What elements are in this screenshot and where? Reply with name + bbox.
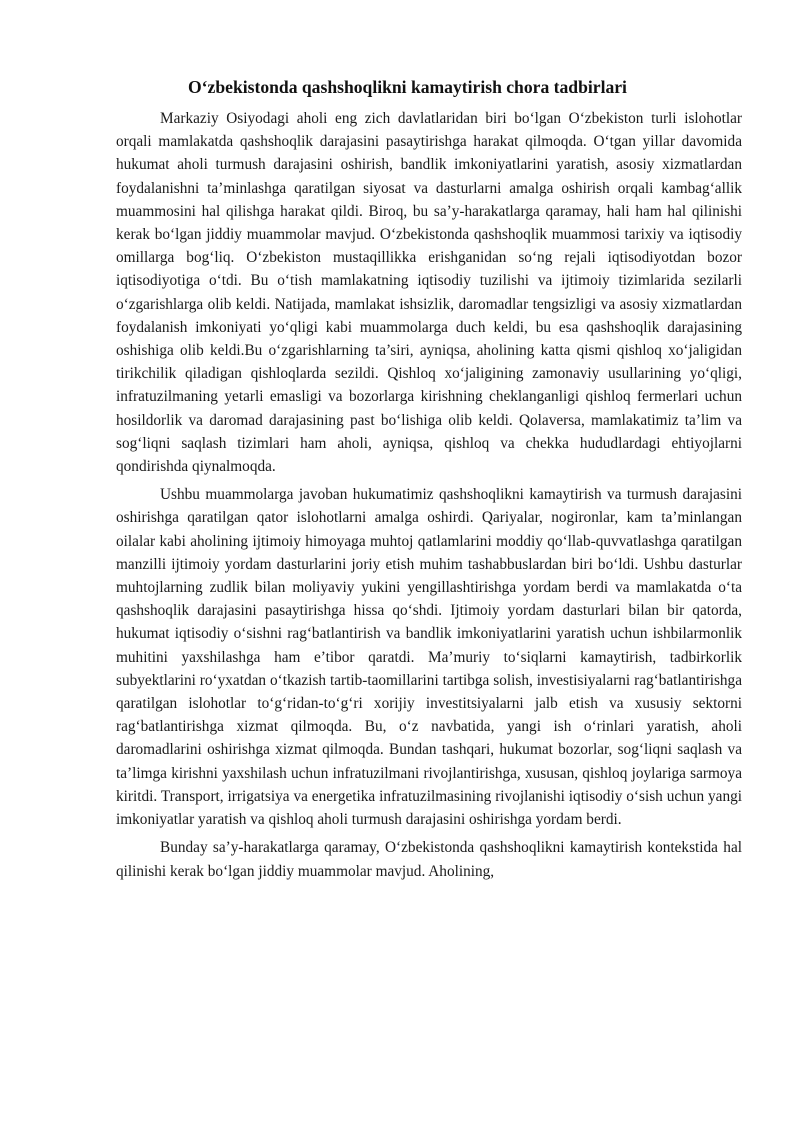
paragraph-3: Bunday sa’y-harakatlarga qaramay, O‘zbekistonda qashshoqlikni kamaytirish kontekstida hal qilinishi kerak bo‘lgan jiddiy muammolar mavjud. Aholining, [116,839,742,880]
paragraph-1: Markaziy Osiyodagi aholi eng zich davlatlaridan biri bo‘lgan O‘zbekiston turli islohotlar orqali mamlakatda qashshoqlik darajasini pasaytirishga harakat qilmoqda. O‘tgan yillar davomida hukumat aholi turmush darajasini oshirish, bandlik imkoniyatlarini yaratish, asosiy xizmatlardan foydalanishni ta’minlashga qaratilgan siyosat va dasturlarni amalga oshirish orqali kambag‘allik muammosini hal qilishga harakat qildi. Biroq, bu sa’y-harakatlarga qaramay, hali ham hal qilinishi kerak bo‘lgan jiddiy muammolar mavjud. O‘zbekistonda qashshoqlik muammosi tarixiy va iqtisodiy omillarga bog‘liq. O‘zbekiston mustaqillikka erishganidan so‘ng rejali iqtisodiyotdan bozor iqtisodiyotiga o‘tdi. Bu o‘tish mamlakatning iqtisodiy tuzilishi va ijtimoiy tizimlarida sezilarli o‘zgarishlarga olib keldi. Natijada, mamlakat ishsizlik, daromadlar tengsizligi va asosiy xizmatlardan foydalanish imkoniyati yo‘qligi kabi muammolarga duch keldi, bu esa qashshoqlik darajasining oshishiga olib keldi.Bu o‘zgarishlarning ta’siri, ayniqsa, aholining katta qismi qishloq xo‘jaligidan tirikchilik qiladigan qishloqlarda sezildi. Qishloq xo‘jaligining zamonaviy usullarining yo‘qligi, infratuzilmaning yetarli emasligi va bozorlarga kirishning cheklanganligi qishloq fermerlari uchun hosildorlik va daromad darajasining past bo‘lishiga olib keldi. Qolaversa, mamlakatimiz ta’lim va sog‘liqni saqlash tizimlari ham aholi, ayniqsa, qishloq va chekka hududlardagi ehtiyojlarni qondirishda qiynalmoqda. [116,110,742,476]
paragraph-2: Ushbu muammolarga javoban hukumatimiz qashshoqlikni kamaytirish va turmush darajasini oshirishga qaratilgan qator islohotlarni amalga oshirdi. Qariyalar, nogironlar, kam ta’minlangan oilalar kabi aholining ijtimoiy himoyaga muhtoj qatlamlarini moddiy qo‘llab-quvvatlashga qaratilgan manzilli ijtimoiy yordam dasturlarini joriy etish muhim tashabbuslardan biri bo‘ldi. Ushbu dasturlar muhtojlarning zudlik bilan moliyaviy yukini yengillashtirishga yordam berdi va mamlakatda o‘ta qashshoqlik darajasini pasaytirishga hissa qo‘shdi. Ijtimoiy yordam dasturlari bilan bir qatorda, hukumat iqtisodiy o‘sishni rag‘batlantirish va bandlik imkoniyatlarini yaratish uchun ishbilarmonlik muhitini yaxshilashga ham e’tibor qaratdi. Ma’muriy to‘siqlarni kamaytirish, tadbirkorlik subyektlarini ro‘yxatdan o‘tkazish tartib-taomillarini tartibga solish, investisiyalarni rag‘batlantirishga qaratilgan islohotlar to‘g‘ridan-to‘g‘ri xorijiy investitsiyalarni jalb etish va xususiy sektorni rag‘batlantirishga xizmat qilmoqda. Bu, o‘z navbatida, yangi ish o‘rinlari yaratish, aholi daromadlarini oshirishga xizmat qilmoqda. Bundan tashqari, hukumat bozorlar, sog‘liqni saqlash va ta’limga kirishni yaxshilash uchun infratuzilmani rivojlantirishga, xususan, qishloq joylariga sarmoya kiritdi. Transport, irrigatsiya va energetika infratuzilmasining rivojlanishi iqtisodiy o‘sish uchun yangi imkoniyatlar yaratish va qishloq aholi turmush darajasini oshirishga yordam berdi. [116,486,742,829]
document-title: O‘zbekistonda qashshoqlikni kamaytirish chora tadbirlari [188,77,627,97]
document-page [116,74,742,888]
